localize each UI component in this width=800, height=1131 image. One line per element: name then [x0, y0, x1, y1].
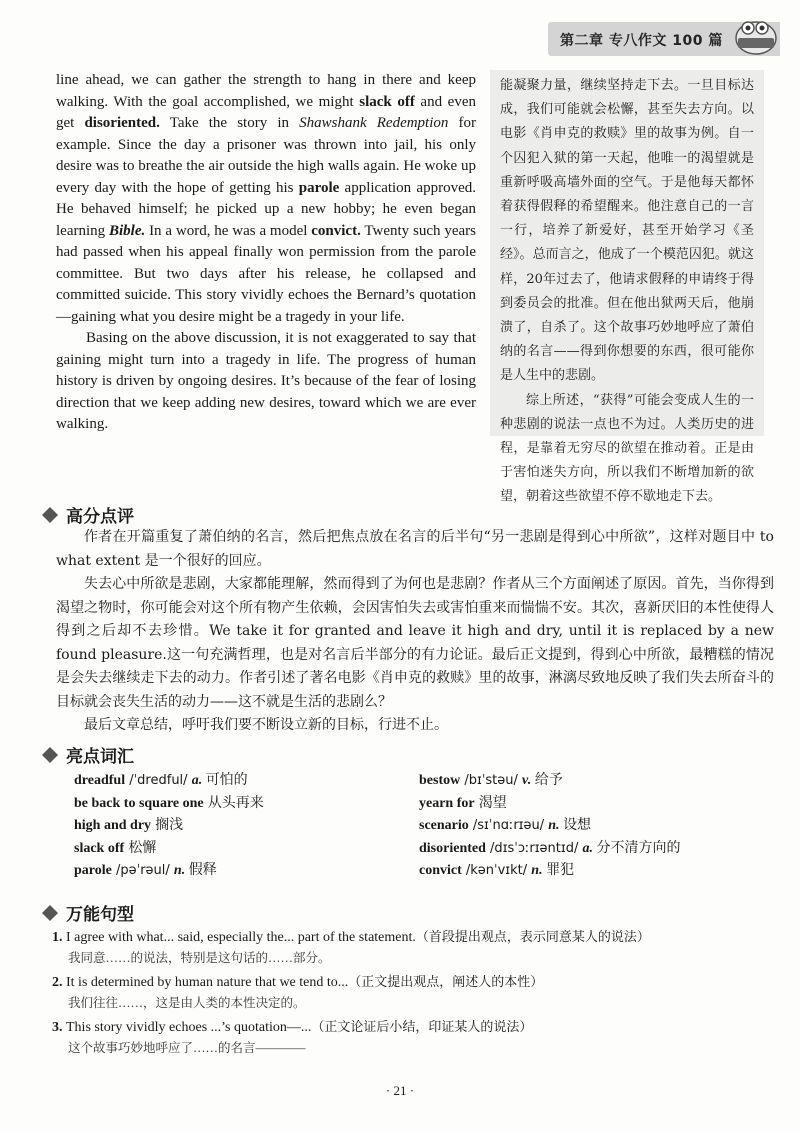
vocab-item: [74, 815, 419, 838]
text-segment: convict.: [311, 222, 361, 239]
review-paragraph: 最后文章总结，呼吁我们要不断设立新的目标，行进不止。: [84, 717, 448, 733]
text-segment: slack off: [359, 93, 415, 110]
text-segment: Twenty such years had passed when his appeal finally won permission from the parole committee. But two days after his release, he collapsed and committed suicide. This story vividly echoes the Bernard’s quotation—gaining what you desire might be a tragedy in your life.: [56, 222, 476, 325]
sentence-chinese: 这个故事巧妙地呼应了……的名言————: [68, 1041, 306, 1055]
vocab-word: disoriented: [419, 840, 486, 856]
vocab-word: scenario: [419, 818, 469, 833]
vocab-meaning: 罪犯: [542, 863, 575, 878]
vocab-meaning: 假释: [185, 863, 217, 878]
sentence-note: （正文提出观点，阐述人的本性）: [348, 974, 544, 989]
text-segment: Bible.: [108, 222, 146, 239]
english-paragraph-1: [56, 70, 476, 328]
text-segment: for example. Since the day a prisoner was thrown into jail, his only desire was to breathe the air outside the high walls again. He woke up every day with the hope of getting his: [56, 115, 476, 196]
vocab-item: [74, 838, 419, 861]
sentence-english: This story vividly echoes ...’s quotation—...: [66, 1020, 312, 1035]
vocab-item: [419, 793, 764, 816]
sentence-english-line: [52, 1017, 772, 1038]
sentence-section-title: [42, 900, 134, 925]
vocab-title: 亮点词汇: [66, 747, 134, 767]
vocab-pos: v.: [522, 773, 532, 788]
vocab-phonetic: /pəˈrəul/: [111, 863, 174, 878]
chinese-paragraph-1: 能凝聚力量，继续坚持走下去。一旦目标达成，我们可能就会松懈，甚至失去方向。以电影《肖申克的救赎》里的故事为例。自一个囚犯入狱的第一天起，他唯一的渴望就是重新呼吸高墙外面的空气。于是他每天都怀着获得假释的希望醒来。他注意自己的一言一行，培养了新爱好，甚至开始学习《圣经》。总而言之，他成了一个模范囚犯。就这样，20年过去了，他请求假释的申请终于得到委员会的批准。但在他出狱两天后，他崩溃了，自杀了。这个故事巧妙地呼应了萧伯纳的名言——得到你想要的东西，很可能你是人生中的悲剧。: [500, 78, 754, 384]
vocab-word: parole: [74, 863, 112, 878]
vocab-meaning: 给予: [531, 773, 563, 788]
vocab-phonetic: /kənˈvɪkt/: [461, 863, 532, 878]
vocab-meaning: 可怕的: [202, 773, 248, 788]
vocab-word: slack off: [74, 840, 125, 856]
vocab-meaning: 松懈: [128, 840, 157, 856]
sentence-title: 万能句型: [66, 905, 134, 925]
vocab-row: [74, 770, 764, 793]
review-text: [56, 526, 774, 738]
vocab-pos: a.: [582, 840, 593, 856]
vocab-pos: a.: [191, 773, 203, 788]
text-segment: In a word, he was a model: [145, 222, 312, 239]
vocab-item: [419, 770, 764, 793]
chapter-title: 第二章 专八作文 100 篇: [560, 33, 723, 49]
vocab-item: [419, 815, 764, 838]
sentence-english: I agree with what... said, especially the... part of the statement.: [66, 930, 416, 945]
vocab-meaning: 渴望: [478, 795, 507, 811]
english-paragraph-2: Basing on the above discussion, it is not exaggerated to say that gaining might turn into a tragedy in life. The progress of human history is driven by ongoing desires. It’s because of the fear of losing direction that we keep adding new desires, toward which we are ever walking.: [56, 330, 476, 432]
vocab-row: [74, 793, 764, 816]
vocab-word: convict: [419, 863, 462, 878]
chinese-paragraph-2: 综上所述，“获得”可能会变成人生的一种悲剧的说法一点也不为过。人类历史的进程，是靠着无穷尽的欲望在推动着。正是由于害怕迷失方向，所以我们不断增加新的欲望，朝着这些欲望不停不歇地走下去。: [500, 392, 754, 505]
sentence-pattern: [52, 1017, 772, 1058]
vocab-section-title: [42, 742, 134, 767]
vocab-phonetic: /sɪˈnɑːrɪəu/: [468, 818, 549, 833]
sentence-number: 1.: [52, 930, 66, 945]
sentence-pattern-list: [52, 927, 772, 1062]
vocab-row: [74, 860, 764, 883]
vocab-row: [74, 838, 764, 861]
text-segment: Shawshank Redemption: [299, 115, 449, 131]
sentence-english-line: [52, 927, 772, 948]
vocab-item: [74, 860, 419, 883]
sentence-pattern: [52, 927, 772, 968]
vocab-meaning: 搁浅: [155, 818, 184, 833]
sentence-note: （首段提出观点，表示同意某人的说法）: [415, 929, 650, 944]
vocab-list: [74, 770, 764, 883]
vocab-meaning: 设想: [559, 818, 592, 833]
vocab-item: [74, 770, 419, 793]
page-number: · 21 ·: [385, 1083, 415, 1098]
vocab-row: [74, 815, 764, 838]
vocab-meaning: 从头再来: [207, 795, 264, 811]
review-section-title: [42, 502, 134, 527]
english-passage: [56, 70, 476, 436]
diamond-bullet-icon: [42, 507, 58, 523]
sentence-chinese: 我们往往……，这是由人类的本性决定的。: [68, 996, 306, 1010]
vocab-pos: n.: [531, 863, 543, 878]
diamond-bullet-icon: [42, 747, 58, 763]
vocab-word: bestow: [419, 773, 461, 788]
vocab-item: [419, 860, 764, 883]
mascot-logo-icon: [730, 14, 780, 58]
sentence-number: 2.: [52, 975, 66, 990]
vocab-word: high and dry: [74, 818, 152, 833]
sentence-english: It is determined by human nature that we tend to...: [66, 975, 349, 990]
sentence-english-line: [52, 972, 772, 993]
vocab-pos: n.: [173, 863, 186, 878]
text-segment: and even get: [56, 93, 476, 131]
vocab-phonetic: /dɪsˈɔːrɪəntɪd/: [485, 840, 583, 856]
sentence-number: 3.: [52, 1020, 66, 1035]
diamond-bullet-icon: [42, 905, 58, 921]
text-segment: disoriented.: [84, 115, 160, 131]
vocab-meaning: 分不清方向的: [592, 840, 681, 856]
vocab-item: [419, 838, 764, 861]
vocab-item: [74, 793, 419, 816]
review-title: 高分点评: [66, 507, 134, 527]
review-paragraph: 失去心中所欲是悲剧，大家都能理解，然而得到了为何也是悲剧？作者从三个方面阐述了原因。首先，当你得到渴望之物时，你可能会对这个所有物产生依赖，会因害怕失去或害怕重来而惴惴不安。其次，喜新厌旧的本性使得人得到之后却不去珍惜。We take it for granted and leave it high and dry, until it is replaced by a new found pleasure.这一句充满哲理，也是对名言后半部分的有力论证。最后正文提到，得到心中所欲，最糟糕的情况是会失去继续走下去的动力。作者引述了著名电影《肖申克的救赎》里的故事，淋漓尽致地反映了我们失去所奋斗的目标就会丧失生活的动力——这不就是生活的悲剧么？: [56, 576, 774, 710]
vocab-word: yearn for: [419, 795, 475, 811]
text-segment: line ahead, we can gather the strength to hang in there and keep walking. With the goal accomplished, we might: [56, 72, 476, 110]
vocab-pos: n.: [548, 818, 560, 833]
vocab-phonetic: /bɪˈstəu/: [460, 773, 523, 788]
vocab-word: dreadful: [74, 773, 126, 788]
text-segment: parole: [298, 179, 340, 196]
review-paragraph: 作者在开篇重复了萧伯纳的名言，然后把焦点放在名言的后半句“另一悲剧是得到心中所欲”，这样对题目中 to what extent 是一个很好的回应。: [56, 529, 774, 569]
chapter-header: [548, 22, 780, 56]
sentence-chinese: 我同意……的说法，特别是这句话的……部分。: [68, 951, 331, 965]
vocab-phonetic: /ˈdredful/: [125, 773, 192, 788]
text-segment: application approved. He behaved himself; he picked up a new hobby; he even began learning: [56, 179, 476, 239]
sentence-pattern: [52, 972, 772, 1013]
sentence-note: （正文论证后小结，印证某人的说法）: [311, 1019, 533, 1034]
vocab-word: be back to square one: [74, 795, 204, 811]
text-segment: Take the story in: [159, 115, 300, 131]
chinese-translation-box: [490, 70, 764, 505]
